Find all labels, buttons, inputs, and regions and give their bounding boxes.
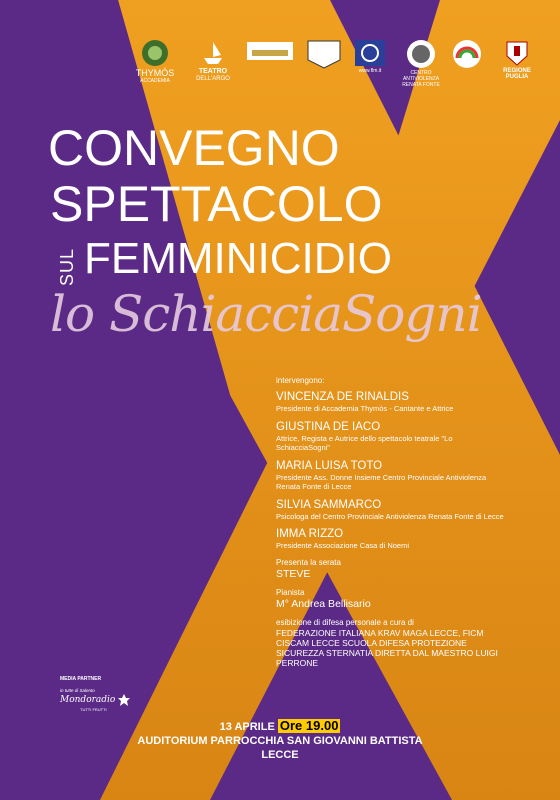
centro-subcaption: RENATA FONTE <box>402 82 440 88</box>
demo-organization: FEDERAZIONE ITALIANA KRAV MAGA LECCE, FICM CISCAM LECCE SCUOLA DIFESA PROTEZIONE SICUREZZA STERNATIA DIRETTA DAL MAESTRO LUIGI PERRONE <box>276 627 498 668</box>
sponsor-crest-icon <box>304 38 344 70</box>
casa-di-noemi-logo <box>450 38 484 70</box>
media-partner-label: MEDIA PARTNER <box>60 676 102 682</box>
teatro-caption: TEATRO <box>198 68 228 75</box>
demo-intro: esibizione di difesa personale a cura di <box>276 617 414 627</box>
teatro-subcaption: DELL'ARGO <box>196 76 230 82</box>
media-partner <box>60 676 131 712</box>
speaker-name: MARIA LUISA TOTO <box>276 459 383 472</box>
speakers-intro: intervengono: <box>276 376 325 385</box>
sponsor-logo-2 <box>302 38 346 70</box>
thymos-subcaption: ACCADEMIA <box>140 78 170 84</box>
title-convegno: CONVEGNO <box>48 120 340 176</box>
presenter-name: STEVE <box>276 567 311 580</box>
title-schiacciasogni: lo SchiacciaSogni <box>50 285 482 343</box>
title-sul: SUL <box>57 247 77 286</box>
sponsor-logo-1 <box>245 38 295 64</box>
presenter-label: Presenta la serata <box>276 557 341 567</box>
speaker-name: GIUSTINA DE IACO <box>276 420 381 433</box>
speaker-role: Attrice, Regista e Autrice dello spettacolo teatrale "Lo SchiacciaSogni" <box>276 433 453 452</box>
event-time: Ore 19.00 <box>279 718 339 733</box>
thymos-caption: THYMÓS <box>135 68 175 78</box>
regione-puglia-logo <box>492 38 542 80</box>
speaker-role: Presidente Associazione Casa di Noemi <box>276 541 409 550</box>
flm-caption: www.flm.it <box>358 68 382 74</box>
regione-shield-icon <box>504 38 530 68</box>
speaker-name: IMMA RIZZO <box>276 528 344 540</box>
ship-icon <box>198 38 228 68</box>
star-icon <box>117 693 131 707</box>
speaker-name: VINCENZA DE RINALDIS <box>276 391 409 403</box>
media-brand: Mondoradio <box>60 695 116 705</box>
speaker-role: Psicologa del Centro Provinciale Antiviolenza Renata Fonte di Lecce <box>276 511 504 521</box>
centro-antiviolenza-logo <box>398 38 444 88</box>
thymos-logo <box>130 38 180 84</box>
thymos-emblem-icon <box>140 38 170 68</box>
event-info <box>0 719 560 762</box>
media-brand-sub: TUTTI FRUTTI <box>80 707 107 712</box>
media-partner-sub: in tutte di Salento <box>60 688 95 693</box>
speaker-role: Presidente di Accademia Thymòs - Cantante e Attrice <box>276 404 454 413</box>
pianist-name: M° Andrea Bellisario <box>276 597 371 610</box>
speaker-name: SILVIA SAMMARCO <box>276 498 382 511</box>
speakers-block <box>276 376 506 668</box>
event-venue: AUDITORIUM PARROCCHIA SAN GIOVANNI BATTISTA <box>137 735 423 747</box>
sponsor-badge-icon <box>246 38 294 64</box>
event-date: 13 APRILE <box>219 721 275 733</box>
rainbow-icon <box>451 38 483 70</box>
speaker-role: Presidente Ass. Donne Insieme Centro Provinciale Antiviolenza Renata Fonte di Lecce <box>276 472 487 491</box>
regione-caption: REGIONE PUGLIA <box>503 68 531 80</box>
flm-emblem-icon <box>353 38 387 68</box>
event-city: LECCE <box>261 749 299 761</box>
title-spettacolo: SPETTACOLO <box>50 176 383 232</box>
centro-caption: CENTRO ANTIVIOLENZA <box>402 70 440 82</box>
centro-emblem-icon <box>405 38 437 70</box>
flm-logo <box>350 38 390 74</box>
teatro-logo <box>190 38 236 82</box>
pianist-label: Pianista <box>276 587 305 597</box>
title-femminicidio: FEMMINICIDIO <box>84 234 392 283</box>
